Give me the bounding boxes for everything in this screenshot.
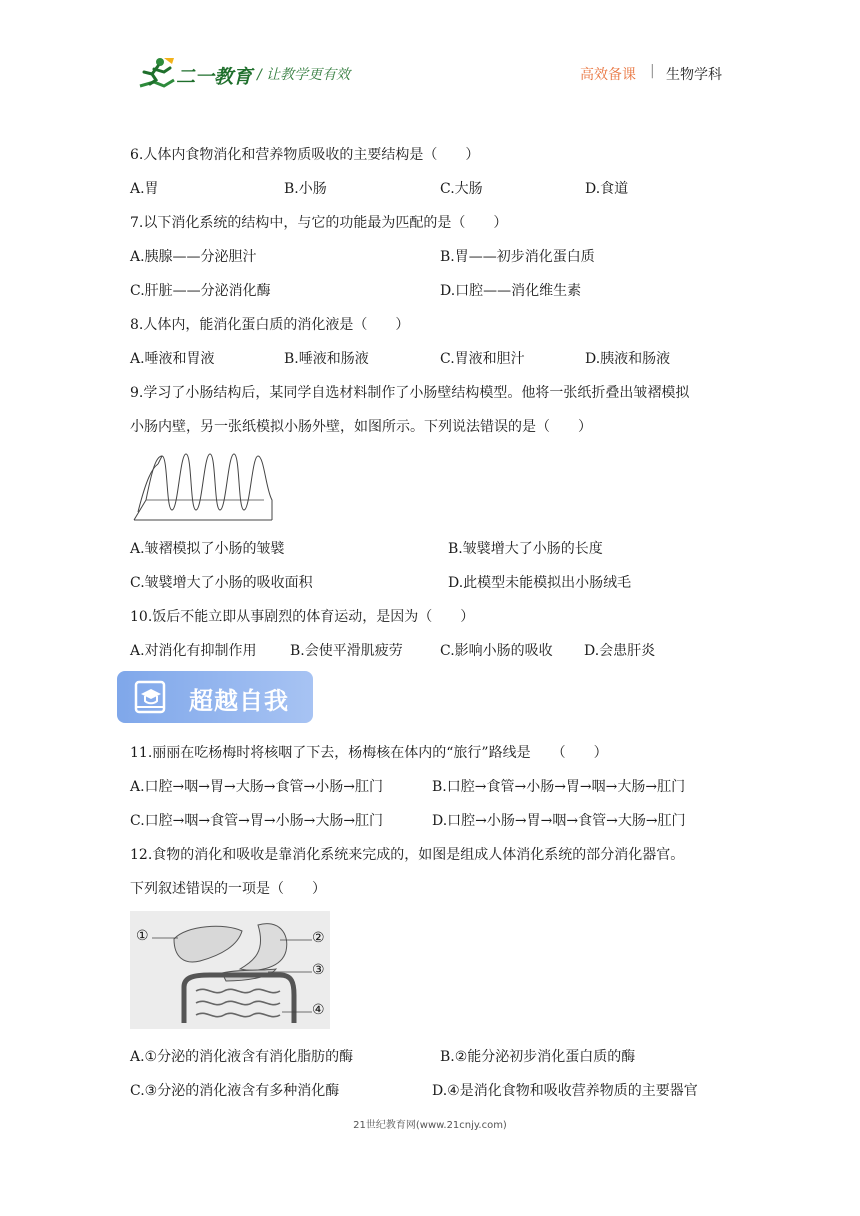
figure-label-4: ④ (312, 1002, 325, 1018)
question-6-option-c: C.大肠 (440, 181, 483, 197)
question-11-option-c: C.口腔→咽→食管→胃→小肠→大肠→肛门 (130, 813, 384, 829)
question-11-option-d: D.口腔→小肠→胃→咽→食管→大肠→肛门 (432, 813, 686, 829)
question-10-option-d: D.会患肝炎 (584, 643, 656, 659)
question-10-option-a: A.对消化有抑制作用 (130, 643, 257, 659)
folded-paper-figure (132, 450, 278, 524)
question-9-option-a: A.皱褶模拟了小肠的皱襞 (130, 541, 285, 557)
digestive-system-figure (130, 911, 330, 1029)
brand-slogan: / 让教学更有效 (257, 67, 351, 83)
question-12-option-c: C.③分泌的消化液含有多种消化酶 (130, 1083, 340, 1099)
question-7-stem: 7.以下消化系统的结构中，与它的功能最为匹配的是（ ） (130, 215, 508, 231)
question-6-option-b: B.小肠 (284, 181, 327, 197)
page-footer: 21世纪教育网(www.21cnjy.com) (353, 1120, 507, 1131)
question-8-option-d: D.胰液和肠液 (585, 351, 671, 367)
question-8-option-a: A.唾液和胃液 (130, 351, 215, 367)
question-8-stem: 8.人体内，能消化蛋白质的消化液是（ ） (130, 317, 410, 333)
banner-label: 超越自我 (189, 687, 289, 715)
question-6-stem: 6.人体内食物消化和营养物质吸收的主要结构是（ ） (130, 147, 480, 163)
question-9-option-d: D.此模型未能模拟出小肠绒毛 (448, 575, 632, 591)
question-9-stem-line2: 小肠内壁，另一张纸模拟小肠外壁，如图所示。下列说法错误的是（ ） (130, 419, 592, 435)
question-6-option-d: D.食道 (585, 181, 629, 197)
question-7-option-c: C.肝脏——分泌消化酶 (130, 283, 271, 299)
tag-subject: 生物学科 (666, 67, 722, 83)
question-9-option-b: B.皱襞增大了小肠的长度 (448, 541, 603, 557)
question-10-stem: 10.饭后不能立即从事剧烈的体育运动，是因为（ ） (130, 609, 475, 625)
question-8-option-b: B.唾液和肠液 (284, 351, 369, 367)
question-7-option-d: D.口腔——消化维生素 (440, 283, 582, 299)
header-divider: | (650, 63, 655, 79)
question-7-option-a: A.胰腺——分泌胆汁 (130, 249, 257, 265)
runner-logo-icon (136, 56, 176, 90)
question-12-stem-line2: 下列叙述错误的一项是（ ） (130, 881, 326, 897)
question-11-option-a: A.口腔→咽→胃→大肠→食管→小肠→肛门 (130, 779, 383, 795)
figure-label-1: ① (136, 928, 149, 944)
question-8-option-c: C.胃液和胆汁 (440, 351, 525, 367)
question-9-option-c: C.皱襞增大了小肠的吸收面积 (130, 575, 313, 591)
digestive-organs-drawing (130, 911, 330, 1029)
header (0, 0, 860, 110)
question-12-stem-line1: 12.食物的消化和吸收是靠消化系统来完成的，如图是组成人体消化系统的部分消化器官。 (130, 847, 685, 863)
figure-label-3: ③ (312, 962, 325, 978)
tag-efficient-prep: 高效备课 (580, 67, 636, 83)
question-10-option-b: B.会使平滑肌疲劳 (290, 643, 403, 659)
section-banner (117, 671, 313, 723)
question-7-option-b: B.胃——初步消化蛋白质 (440, 249, 595, 265)
question-10-option-c: C.影响小肠的吸收 (440, 643, 553, 659)
question-11-stem: 11.丽丽在吃杨梅时将核咽了下去，杨梅核在体内的“旅行”路线是 （ ） (130, 745, 608, 761)
brand-name: 二一教育 (176, 66, 253, 88)
question-6-option-a: A.胃 (130, 181, 159, 197)
question-12-option-a: A.①分泌的消化液含有消化脂肪的酶 (130, 1049, 354, 1065)
question-9-stem-line1: 9.学习了小肠结构后，某同学自选材料制作了小肠壁结构模型。他将一张纸折叠出皱褶模拟 (130, 385, 690, 401)
graduation-book-icon (133, 680, 169, 714)
question-12-option-d: D.④是消化食物和吸收营养物质的主要器官 (432, 1083, 698, 1099)
question-11-option-b: B.口腔→食管→小肠→胃→咽→大肠→肛门 (432, 779, 686, 795)
figure-label-2: ② (312, 930, 325, 946)
question-12-option-b: B.②能分泌初步消化蛋白质的酶 (440, 1049, 636, 1065)
